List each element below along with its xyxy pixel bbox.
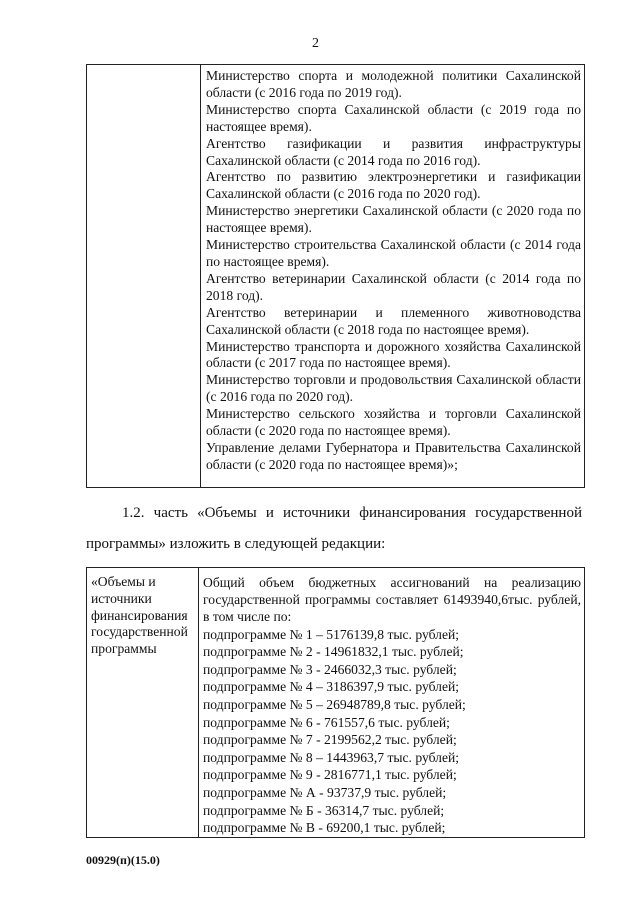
subprogram-item: подпрограмме № 8 – 1443963,7 тыс. рублей;: [203, 749, 460, 765]
agency-entry: Министерство сельского хозяйства и торговли Сахалинской области (с 2020 года по настоящее время).: [206, 406, 581, 439]
subprogram-item: подпрограмме № 9 - 2816771,1 тыс. рублей;: [203, 767, 457, 783]
agency-entry: Управление делами Губернатора и Правительства Сахалинской области (с 2020 года по настоящее время)»;: [206, 439, 581, 472]
funding-total-text: Общий объем бюджетных ассигнований на реализацию государственной программы составляет 61493940,6тыс. рублей, в том числе по:: [203, 575, 581, 625]
table-cell-left: [87, 65, 201, 488]
agency-entry: Министерство строительства Сахалинской области (с 2014 года по настоящее время).: [206, 237, 581, 269]
agency-entry: Агентство ветеринарии и племенного животноводства Сахалинской области (с 2018 года по настоящее время).: [206, 304, 581, 337]
subprogram-item: подпрограмме № 1 – 5176139,8 тыс. рублей;: [203, 626, 460, 642]
amendment-paragraph-line1: 1.2. часть «Объемы и источники финансирования государственной: [122, 505, 582, 521]
table-cell-right: [201, 65, 585, 488]
agency-entry: Министерство торговли и продовольствия Сахалинской области (с 2016 года по 2020 год).: [206, 372, 581, 405]
funding-content-cell: [199, 568, 585, 838]
agency-entry: Агентство газификации и развития инфраструктуры Сахалинской области (с 2014 года по 2016 год).: [206, 135, 581, 168]
funding-table: [86, 567, 585, 838]
subprogram-item: подпрограмме № 5 – 26948789,8 тыс. рублей;: [203, 696, 466, 712]
agency-entry: Министерство транспорта и дорожного хозяйства Сахалинской области (с 2017 года по настоящее время).: [206, 338, 581, 371]
agency-entry: Министерство энергетики Сахалинской области (с 2020 года по настоящее время).: [206, 203, 581, 236]
agency-entry: Агентство ветеринарии Сахалинской области (с 2014 года по 2018 год).: [206, 270, 581, 303]
funding-label-cell: «Объемы и источники финансирования государственной программы: [87, 568, 199, 838]
document-code: 00929(п)(15.0): [86, 853, 160, 867]
amendment-paragraph-line2: программы» изложить в следующей редакции:: [86, 536, 386, 552]
subprogram-item: подпрограмме № 7 - 2199562,2 тыс. рублей;: [203, 732, 457, 748]
agency-entry: Министерство спорта Сахалинской области (с 2019 года по настоящее время).: [206, 101, 581, 134]
subprogram-item: подпрограмме № 2 - 14961832,1 тыс. рублей;: [203, 644, 464, 660]
subprogram-item: подпрограмме № Б - 36314,7 тыс. рублей;: [203, 802, 445, 818]
subprogram-item: подпрограмме № А - 93737,9 тыс. рублей;: [203, 784, 447, 800]
subprogram-item: подпрограмме № 3 - 2466032,3 тыс. рублей;: [203, 661, 457, 677]
agency-entry: Министерство спорта и молодежной политики Сахалинской области (с 2016 года по 2019 год).: [206, 68, 581, 100]
subprogram-item: подпрограмме № 6 - 761557,6 тыс. рублей;: [203, 714, 450, 730]
page-number: 2: [312, 36, 319, 51]
table-row: [87, 568, 585, 838]
agencies-table: [86, 64, 585, 488]
subprogram-item: подпрограмме № В - 69200,1 тыс. рублей;: [203, 820, 446, 836]
agency-entry: Агентство по развитию электроэнергетики и газификации Сахалинской области (с 2016 года по 2020 год).: [206, 169, 581, 202]
subprogram-item: подпрограмме № 4 – 3186397,9 тыс. рублей;: [203, 679, 460, 695]
table-row: [87, 65, 585, 488]
